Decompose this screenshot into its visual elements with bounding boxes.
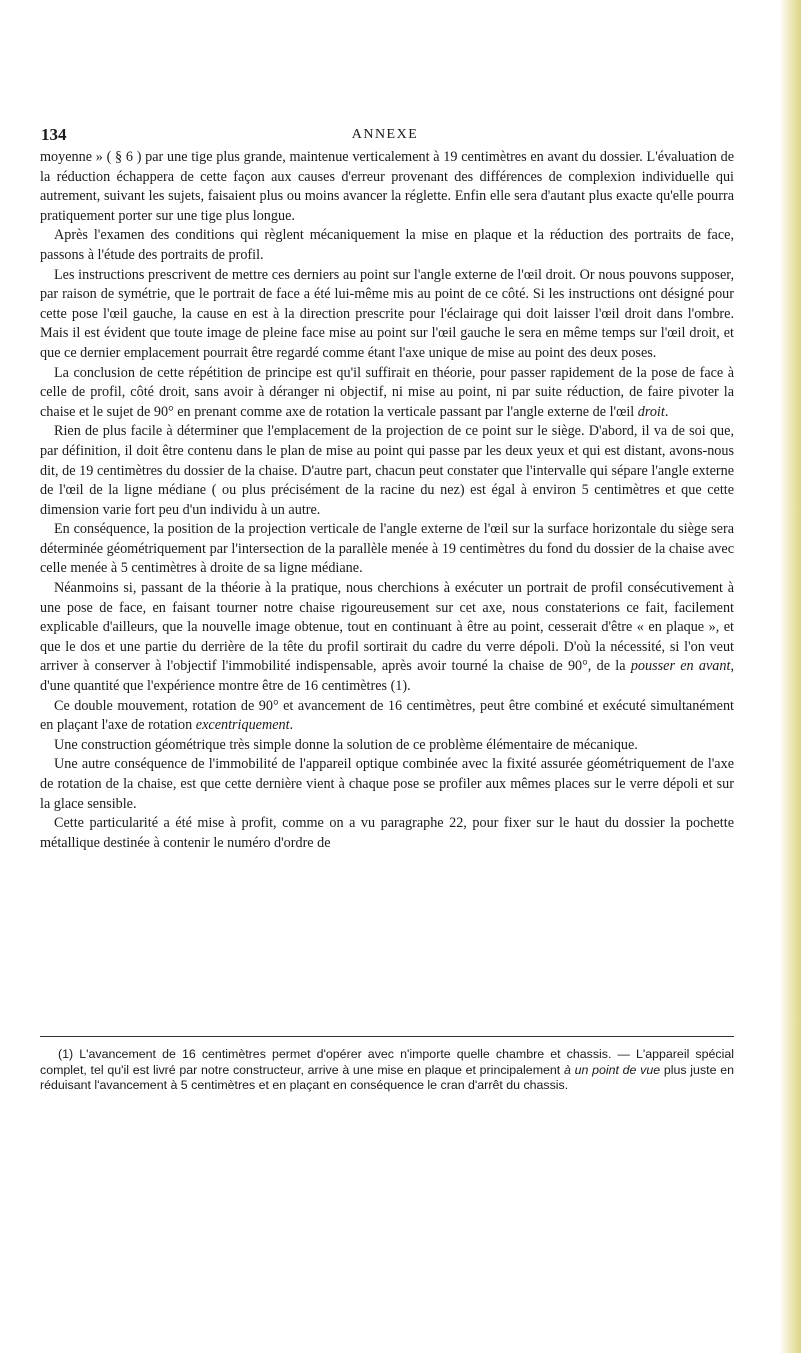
page-number: 134 — [41, 125, 67, 144]
paragraph: Une construction géométrique très simple donne la solution de ce problème élémentaire de mécanique. — [54, 736, 638, 753]
paragraph: En conséquence, la position de la projection verticale de l'angle externe de l'œil sur la surface horizontale du siège sera déterminée géométriquement par l'intersection de la parallèle menée à 19 centimètres du fond du dossier de la chaise avec celle menée à 5 centimètres à droite de sa ligne médiane. — [40, 521, 734, 577]
paragraph-text: . — [289, 717, 294, 734]
running-title: ANNEXE — [351, 127, 419, 142]
paragraph-text: . — [664, 403, 669, 420]
paragraph: moyenne » ( § 6 ) par une tige plus grande, maintenue verticalement à 19 centimètres en avant du dossier. L'évaluation de la réduction échappera de cette façon aux causes d'erreur provenant des différences de complexion individuelle qui autrement, suivant les sujets, faisaient plus ou moins avancer la réglette. Enfin elle sera d'autant plus exacte qu'elle pourra pratiquement porter sur une tige plus longue. — [40, 149, 734, 224]
body-text — [40, 148, 734, 853]
page-edge-discoloration — [779, 0, 801, 1353]
paragraph-text: Néanmoins si, passant de la théorie à la pratique, nous cherchions à exécuter un portrait de profil consécutivement à une pose de face, en faisant tourner notre chaise rigoureusement sur cet axe, nous constaterions ce fait, facilement explicable d'ailleurs, que la nouvelle image obtenue, tout en continuant à être au point, cesserait d'être « en plaque », et que le dos et une partie du derrière de la tête du profil sortirait du cadre du verre dépoli. D'où la nécessité, si l'on veut arriver à conserver à l'objectif l'immobilité indispensable, après avoir tourné la chaise de 90°, de la — [40, 580, 734, 675]
paragraph-text: Ce double mouvement, rotation de 90° et avancement de 16 centimètres, peut être combiné et exécuté simultanément en plaçant l'axe de rotation — [40, 697, 734, 734]
paragraph: Après l'examen des conditions qui règlent mécaniquement la mise en plaque et la réduction des portraits de face, passons à l'étude des portraits de profil. — [40, 227, 734, 263]
paragraph: Cette particularité a été mise à profit, comme on a vu paragraphe 22, pour fixer sur le haut du dossier la pochette métallique destinée à contenir le numéro d'ordre de — [40, 815, 734, 851]
italic-text: excentriquement — [195, 717, 290, 734]
paragraph: Une autre conséquence de l'immobilité de l'appareil optique combinée avec la fixité assurée géométriquement de l'axe de rotation de la chaise, est que cette dernière vient à chaque pose se profiler aux mêmes places sur le verre dépoli et sur la glace sensible. — [40, 756, 734, 812]
paragraph-text: , d'une quantité que l'expérience montre être de 16 centimètres (1). — [40, 658, 734, 695]
footnote-text: plus juste en réduisant l'avancement à 5 centimètres et en plaçant en conséquence le cran d'arrêt du chassis. — [40, 1062, 734, 1093]
paragraph-text: La conclusion de cette répétition de principe est qu'il suffirait en théorie, pour passer rapidement de la pose de face à celle de profil, côté droit, sans avoir à déranger ni objectif, ni mise au point, ni par suite réduction, de faire pivoter la chaise et le sujet de 90° en prenant comme axe de rotation la verticale passant par l'angle externe de l'œil — [40, 364, 734, 420]
footnote-italic: à un point de vue — [563, 1062, 661, 1077]
paragraph — [40, 697, 734, 736]
paragraph — [40, 364, 734, 423]
paragraph: Rien de plus facile à déterminer que l'emplacement de la projection de ce point sur le siège. D'abord, il va de soi que, par définition, il doit être contenu dans le plan de mise au point qui passe par les deux yeux et qui est distant, avons-nous dit, de 19 centimètres du dossier de la chaise. D'autre part, chacun peut constater que l'intervalle qui sépare l'angle externe de l'œil de la ligne médiane ( ou plus précisément de la racine du nez) est égal à environ 5 centimètres et que cette dimension varie fort peu d'un individu à un autre. — [40, 423, 734, 518]
paragraph: Les instructions prescrivent de mettre ces derniers au point sur l'angle externe de l'œil droit. Or nous pouvons supposer, par raison de symétrie, que le portrait de face a été lui-même mis au point de ce côté. Si les instructions ont désigné pour cette pose l'œil gauche, la cause en est à la direction prescrite pour l'éclairage qui doit laisser l'œil droit dans l'ombre. Mais il est évident que toute image de pleine face mise au point sur l'œil gauche le sera en même temps sur l'œil droit, et que ce dernier emplacement pourrait être regardé comme étant l'axe unique de mise au point des deux poses. — [40, 266, 734, 361]
footnote-paragraph — [40, 1047, 734, 1094]
paragraph — [40, 579, 734, 697]
footnote-text: (1) L'avancement de 16 centimètres permet d'opérer avec n'importe quelle chambre et chassis. — L'appareil spécial complet, tel qu'il est livré par notre constructeur, arrive à une mise en plaque et principalement — [40, 1047, 734, 1077]
italic-text: pousser en avant — [630, 658, 731, 675]
footnote-rule — [40, 1036, 734, 1037]
italic-text: droit — [637, 403, 665, 420]
page-header — [40, 125, 740, 149]
footnote — [40, 1047, 734, 1094]
